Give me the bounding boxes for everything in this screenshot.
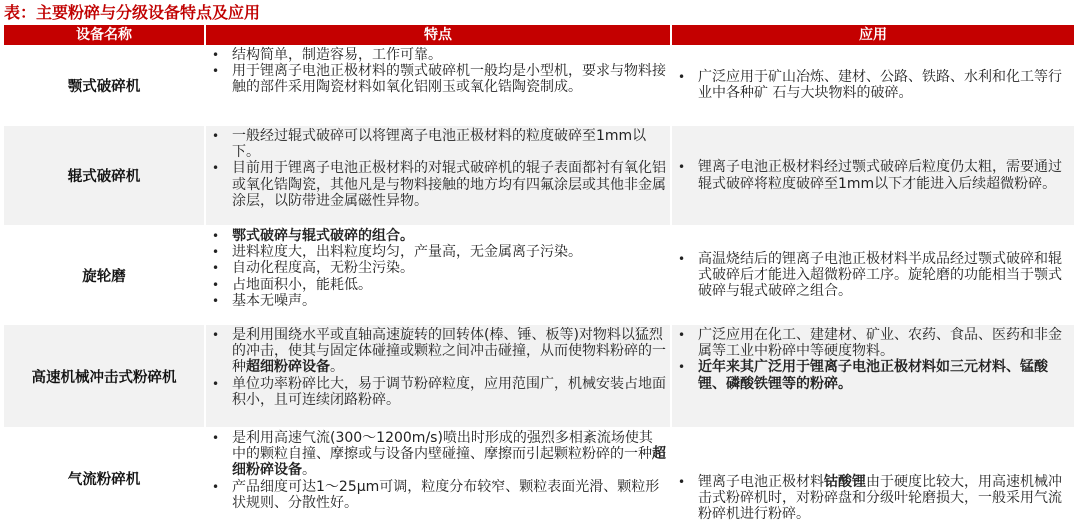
application-bullet — [676, 359, 1068, 391]
application-cell — [672, 45, 1074, 125]
table-row — [4, 325, 1076, 428]
feature-bullet — [210, 228, 666, 244]
application-cell — [672, 126, 1074, 225]
application-bullet-text: 钴酸锂 — [824, 474, 866, 490]
features-cell — [206, 126, 670, 225]
feature-bullet-text: 鄂式破碎与辊式破碎的组合。 — [232, 228, 414, 244]
feature-bullet — [210, 47, 666, 63]
feature-bullet-text: 自动化程度高，无粉尘污染。 — [232, 260, 414, 277]
feature-bullet-text: 占地面积小，能耗低。 — [232, 276, 372, 293]
feature-bullet-text: 超细粉碎设备 — [246, 359, 330, 376]
feature-bullet — [210, 128, 666, 160]
table-row — [4, 126, 1076, 226]
equipment-name-cell: 气流粉碎机 — [4, 428, 204, 528]
application-bullet — [676, 251, 1068, 300]
feature-bullet-text: 超细粉碎设备 — [232, 446, 666, 479]
application-bullet-text: 广泛应用在化工、建建材、矿业、农药、食品、医药和非金属等工业中粉碎中等硬度物料。 — [698, 327, 1062, 360]
equipment-name-cell: 高速机械冲击式粉碎机 — [4, 325, 204, 427]
application-bullet-text: 高温烧结后的锂离子电池正极材料半成品经过颚式破碎和辊式破碎后才能进入超微粉碎工序。旋轮磨的功能相当于颚式破碎与辊式破碎之组合。 — [698, 250, 1062, 300]
features-cell — [206, 45, 670, 125]
feature-bullet-text: 。 — [330, 359, 344, 376]
equipment-name-cell: 颚式破碎机 — [4, 45, 204, 125]
feature-bullet — [210, 277, 666, 293]
header-equipment-name: 设备名称 — [4, 25, 204, 45]
feature-bullet — [210, 160, 666, 209]
features-cell — [206, 226, 670, 324]
application-bullet — [676, 327, 1068, 359]
table-row — [4, 428, 1076, 529]
feature-bullet — [210, 430, 666, 479]
application-cell — [672, 226, 1074, 324]
feature-bullet — [210, 376, 666, 408]
application-bullet — [676, 69, 1068, 101]
table-row — [4, 45, 1076, 126]
table-row — [4, 226, 1076, 325]
application-cell — [672, 325, 1074, 427]
feature-bullet-text: 是利用围绕水平或直轴高速旋转的回转体(棒、锤、板等)对物料以猛烈的冲击，使其与固定体碰撞或颗粒之间冲击碰撞，从而使物料粉碎的一种 — [232, 327, 666, 376]
feature-bullet-text: 是利用高速气流(300～1200m/s)喷出时形成的强烈多相紊流场使其中的颗粒自撞、摩擦或与设备内壁碰撞、摩擦而引起颗粒粉碎的一种 — [232, 430, 653, 463]
features-cell — [206, 428, 670, 528]
feature-bullet-text: 基本无噪声。 — [232, 292, 316, 309]
feature-bullet — [210, 479, 666, 511]
application-bullet-text: 锂离子电池正极材料 — [698, 474, 824, 490]
equipment-name-cell: 辊式破碎机 — [4, 126, 204, 225]
equipment-name-cell: 旋轮磨 — [4, 226, 204, 324]
feature-bullet-text: 进料粒度大，出料粒度均匀，产量高，无金属离子污染。 — [232, 244, 582, 261]
equipment-table — [4, 25, 1076, 529]
application-bullet-text: 近年来其广泛用于锂离子电池正极材料如三元材料、锰酸锂、磷酸铁锂等的粉碎。 — [698, 359, 1048, 392]
application-bullet-text: 锂离子电池正极材料经过颚式破碎后粒度仍太粗，需要通过辊式破碎将粒度破碎至1mm以下才能进入后续超微粉碎。 — [698, 159, 1062, 192]
feature-bullet-text: 目前用于锂离子电池正极材料的对辊式破碎机的辊子表面都衬有氧化铝或氧化锆陶瓷，其他凡是与物料接触的地方均有四氟涂层或其他非金属涂层，以防带进金属磁性异物。 — [232, 160, 666, 209]
table-header — [4, 25, 1076, 45]
table-title: 表：主要粉碎与分级设备特点及应用 — [4, 3, 261, 22]
feature-bullet — [210, 327, 666, 376]
feature-bullet-text: 结构简单，制造容易，工作可靠。 — [232, 47, 442, 63]
application-bullet — [676, 159, 1068, 191]
features-cell — [206, 325, 670, 427]
feature-bullet — [210, 293, 666, 309]
application-bullet — [676, 474, 1068, 523]
header-application: 应用 — [672, 25, 1074, 45]
feature-bullet — [210, 260, 666, 276]
feature-bullet — [210, 63, 666, 95]
feature-bullet-text: 产品细度可达1～25μm可调，粒度分布较窄、颗粒表面光滑、颗粒形状规则、分散性好。 — [232, 478, 660, 511]
feature-bullet-text: 单位功率粉碎比大，易于调节粉碎粒度，应用范围广，机械安装占地面积小，且可连续闭路粉碎。 — [232, 375, 666, 408]
application-cell — [672, 428, 1074, 528]
header-features: 特点 — [206, 25, 670, 45]
application-bullet-text: 广泛应用于矿山冶炼、建材、公路、铁路、水利和化工等行业中各种矿 石与大块物料的破碎。 — [698, 68, 1062, 101]
feature-bullet-text: 。 — [302, 462, 316, 479]
application-bullet-text: 由于硬度比较大，用高速机械冲击式粉碎机时，对粉碎盘和分级叶轮磨损大，一般采用气流粉碎机进行粉碎。 — [698, 474, 1062, 523]
feature-bullet-text: 用于锂离子电池正极材料的颚式破碎机一般均是小型机，要求与物料接触的部件采用陶瓷材料如氧化铝刚玉或氧化锆陶瓷制成。 — [232, 63, 666, 96]
feature-bullet — [210, 244, 666, 260]
feature-bullet-text: 一般经过辊式破碎可以将锂离子电池正极材料的粒度破碎至1mm以下。 — [232, 128, 647, 161]
